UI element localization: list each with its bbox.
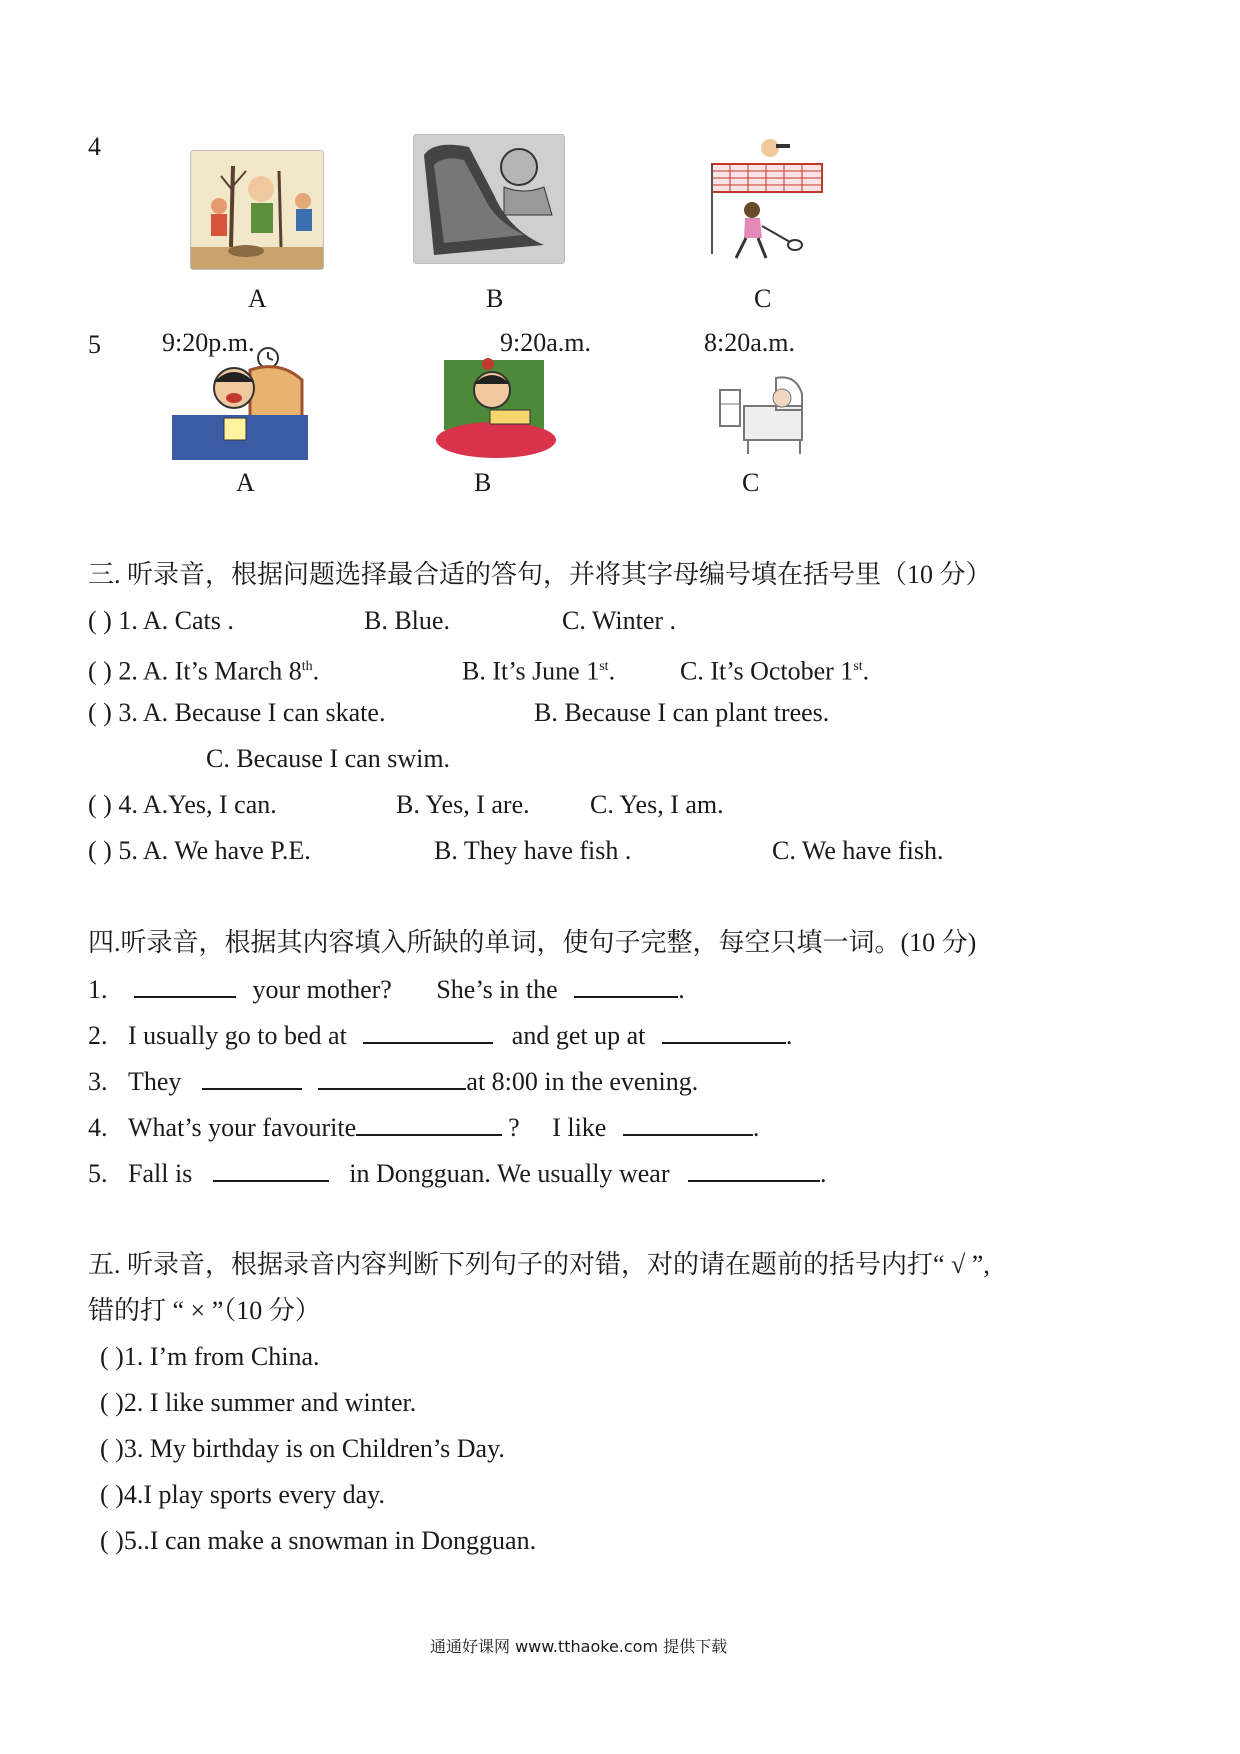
s3-item-1-c: C. Winter . bbox=[562, 606, 677, 635]
question-4-number: 4 bbox=[88, 132, 101, 161]
blank-line[interactable] bbox=[662, 1020, 786, 1044]
s3-item-4-a: ( ) 4. A.Yes, I can. bbox=[88, 790, 277, 819]
blank-line[interactable] bbox=[134, 974, 236, 998]
s3-item-4-c: C. Yes, I am. bbox=[590, 790, 724, 819]
s3-item-1-a: ( ) 1. A. Cats . bbox=[88, 606, 234, 635]
q5-label-c: C bbox=[742, 468, 760, 497]
boy-in-bed-picture-icon bbox=[172, 360, 308, 460]
q5-time-b: 9:20a.m. bbox=[500, 328, 591, 357]
sleeping-in-bed-picture-icon bbox=[716, 370, 806, 456]
page-footer: 通通好课网 www.tthaoke.com 提供下载 bbox=[430, 1637, 728, 1656]
q5-time-a: 9:20p.m. bbox=[162, 328, 255, 357]
s3-item-3-a: ( ) 3. A. Because I can skate. bbox=[88, 698, 386, 727]
s3-item-2-b: B. It’s June 1st. bbox=[462, 656, 616, 686]
q4-label-c: C bbox=[754, 284, 772, 313]
q4-label-a: A bbox=[248, 284, 267, 313]
q5-label-b: B bbox=[474, 468, 492, 497]
blank-line[interactable] bbox=[356, 1112, 502, 1136]
q5-time-c: 8:20a.m. bbox=[704, 328, 795, 357]
s5-item-1: ( )1. I’m from China. bbox=[100, 1342, 320, 1371]
blank-line[interactable] bbox=[213, 1158, 329, 1182]
s3-item-1-b: B. Blue. bbox=[364, 606, 450, 635]
s5-item-2: ( )2. I like summer and winter. bbox=[100, 1388, 417, 1417]
s4-item-4: 4. What’s your favourite ? I like . bbox=[88, 1113, 760, 1142]
s3-item-3-b: B. Because I can plant trees. bbox=[534, 698, 830, 727]
s3-item-5-c: C. We have fish. bbox=[772, 836, 944, 865]
s4-item-5: 5. Fall is in Dongguan. We usually wear . bbox=[88, 1159, 827, 1188]
s3-item-4-b: B. Yes, I are. bbox=[396, 790, 530, 819]
s5-item-5: ( )5..I can make a snowman in Dongguan. bbox=[100, 1526, 537, 1555]
tree-planting-picture-icon bbox=[190, 150, 324, 270]
piano-player-picture-icon bbox=[413, 134, 565, 264]
blank-line[interactable] bbox=[363, 1020, 493, 1044]
badminton-picture-icon bbox=[700, 134, 830, 266]
q5-label-a: A bbox=[236, 468, 255, 497]
blank-line[interactable] bbox=[202, 1066, 302, 1090]
s3-item-3-c: C. Because I can swim. bbox=[206, 744, 451, 773]
section-5-heading-line-1: 五. 听录音，根据录音内容判断下列句子的对错，对的请在题前的括号内打“ √ ”, bbox=[88, 1250, 990, 1279]
s3-item-2-a: ( ) 2. A. It’s March 8th. bbox=[88, 656, 320, 686]
girl-doing-homework-picture-icon bbox=[430, 354, 560, 458]
s3-item-5-b: B. They have fish . bbox=[434, 836, 632, 865]
blank-line[interactable] bbox=[318, 1066, 466, 1090]
blank-line[interactable] bbox=[574, 974, 678, 998]
section-4-heading: 四.听录音，根据其内容填入所缺的单词，使句子完整，每空只填一词。(10 分) bbox=[88, 928, 977, 957]
section-3-heading: 三. 听录音，根据问题选择最合适的答句，并将其字母编号填在括号里（10 分） bbox=[88, 560, 992, 589]
s5-item-3: ( )3. My birthday is on Children’s Day. bbox=[100, 1434, 505, 1463]
s3-item-2-c: C. It’s October 1st. bbox=[680, 656, 870, 686]
q4-label-b: B bbox=[486, 284, 504, 313]
s3-item-5-a: ( ) 5. A. We have P.E. bbox=[88, 836, 311, 865]
blank-line[interactable] bbox=[623, 1112, 753, 1136]
section-5-heading-line-2: 错的打 “ × ”（10 分） bbox=[88, 1296, 321, 1325]
question-5-number: 5 bbox=[88, 330, 101, 359]
blank-line[interactable] bbox=[688, 1158, 820, 1182]
s4-item-3: 3. They at 8:00 in the evening. bbox=[88, 1067, 699, 1096]
s5-item-4: ( )4.I play sports every day. bbox=[100, 1480, 385, 1509]
s4-item-2: 2. I usually go to bed at and get up at . bbox=[88, 1021, 793, 1050]
s4-item-1: 1. your mother? She’s in the . bbox=[88, 975, 685, 1004]
